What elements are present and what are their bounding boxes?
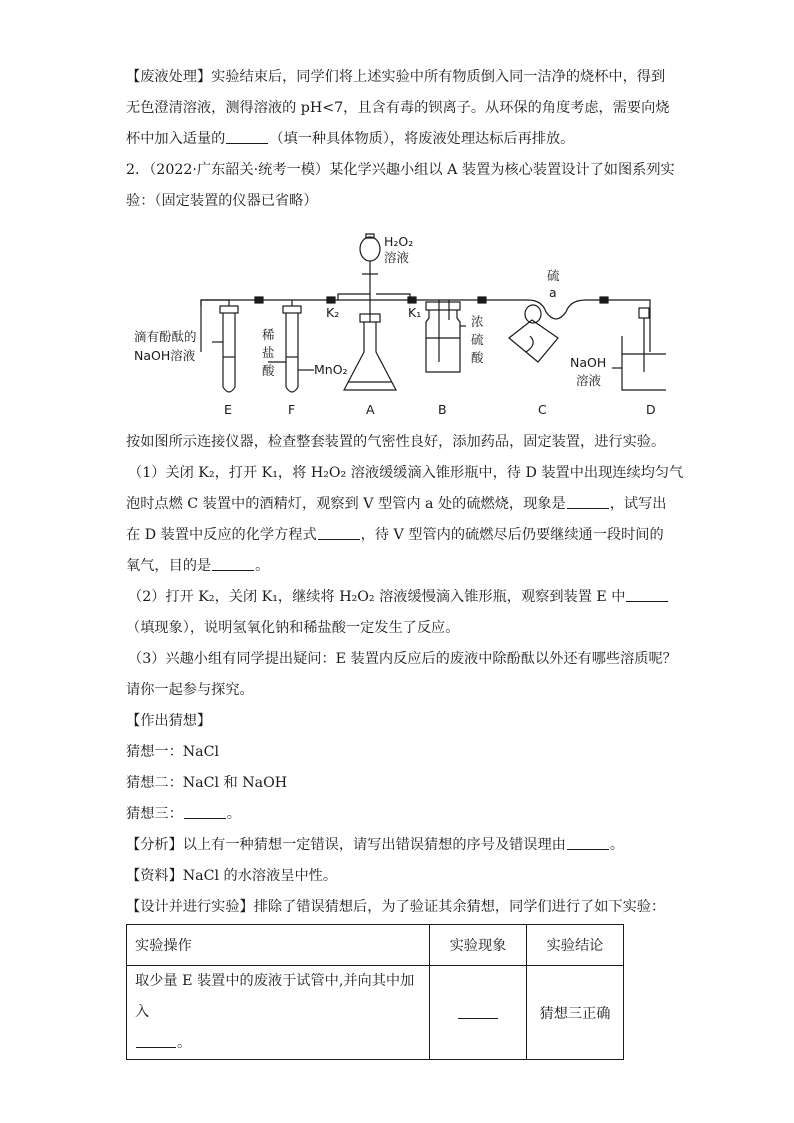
header-conclusion: 实验结论	[527, 925, 624, 966]
step-3-line-2: 请你一起参与探究。	[126, 682, 254, 698]
step-2-line-2: （填现象），说明氢氧化钠和稀盐酸一定发生了反应。	[126, 620, 460, 636]
cell-operation-line-2	[135, 1028, 421, 1059]
step-1-line-2-pre: 泡时点燃 C 装置中的酒精灯，观察到 V 型管内 a 处的硫燃烧，现象是	[126, 496, 566, 512]
waste-line-3-pre: 杯中加入适量的	[126, 131, 226, 147]
design-line: 【设计并进行实验】排除了错误猜想后，为了验证其余猜想，同学们进行了如下实验：	[126, 899, 666, 915]
guess-heading: 【作出猜想】	[126, 713, 212, 729]
step-1-line-3	[126, 520, 666, 551]
answer-blank[interactable]	[136, 1033, 176, 1048]
step-1-line-4-pre: 氧气，目的是	[126, 558, 212, 574]
letter-d: D	[646, 402, 656, 417]
step-3-line-1: （3）兴趣小组有同学提出疑问：E 装置内反应后的废液中除酚酞以外还有哪些溶质呢？	[128, 651, 677, 667]
answer-blank[interactable]	[226, 129, 268, 144]
guess-3	[126, 799, 666, 830]
guess-3-pre: 猜想三：	[126, 806, 183, 822]
step-1-line-2	[126, 489, 666, 520]
answer-blank[interactable]	[318, 525, 360, 540]
waste-line-1: 【废液处理】实验结束后，同学们将上述实验中所有物质倒入同一洁净的烧杯中，得到	[126, 69, 666, 85]
answer-blank[interactable]	[458, 1004, 498, 1019]
question-page	[126, 62, 684, 923]
naoh-label-1: NaOH	[570, 355, 607, 370]
step-1-line-4-post: 。	[255, 558, 270, 574]
k1-label: K₁	[408, 305, 422, 320]
cell-operation-line-1: 取少量 E 装置中的废液于试管中,并向其中加入	[135, 973, 415, 1020]
cell-operation	[127, 966, 430, 1060]
table-row	[127, 966, 624, 1060]
guess-1: 猜想一：NaCl	[126, 744, 220, 760]
apparatus-figure	[126, 222, 666, 427]
answer-blank[interactable]	[212, 556, 254, 571]
guess-2: 猜想二：NaCl 和 NaOH	[126, 775, 288, 791]
guess-3-post: 。	[226, 806, 241, 822]
letter-e: E	[224, 402, 232, 417]
step-1-line-3-pre: 在 D 装置中反应的化学方程式	[126, 527, 317, 543]
letter-c: C	[538, 402, 547, 417]
step-1-line-2-post: ，试写出	[609, 496, 667, 512]
waste-line-3-post: （填一种具体物质），将废液处理达标后再排放。	[269, 131, 575, 147]
funnel	[360, 237, 380, 261]
analysis-pre: 【分析】以上有一种猜想一定错误，请写出错误猜想的序号及错误理由	[126, 837, 566, 853]
cell-conclusion: 猜想三正确	[527, 966, 624, 1060]
step-1-line-1: （1）关闭 K₂，打开 K₁，将 H₂O₂ 溶液缓缓滴入锥形瓶中，待 D 装置中出现连续均匀气	[128, 465, 684, 481]
h2o2-label-2: 溶液	[384, 250, 410, 265]
answer-blank[interactable]	[567, 494, 609, 509]
flask-a	[344, 320, 396, 390]
phenol-label-2: NaOH溶液	[134, 348, 196, 363]
bottle-b	[426, 308, 460, 372]
hcl-label-2: 盐	[262, 345, 275, 360]
step-2-line-1-text: （2）打开 K₂，关闭 K₁，继续将 H₂O₂ 溶液缓慢滴入锥形瓶，观察到装置 E 中	[128, 589, 626, 605]
answer-blank[interactable]	[567, 835, 609, 850]
h2o2-label: H₂O₂	[384, 234, 414, 249]
letter-b: B	[438, 402, 447, 417]
acid-label-3: 酸	[471, 350, 484, 365]
hcl-label-3: 酸	[262, 363, 275, 378]
cell-operation-end: 。	[177, 1035, 192, 1051]
tube-f	[286, 312, 298, 392]
mno2-label: MnO₂	[314, 362, 348, 377]
question-2-line-1: 2．（2022·广东韶关·统考一模）某化学兴趣小组以 A 装置为核心装置设计了如图系列实	[126, 162, 675, 178]
letter-a: A	[366, 402, 375, 417]
waste-line-2: 无色澄清溶液，测得溶液的 pH<7，且含有毒的钡离子。从环保的角度考虑，需要向烧	[126, 100, 670, 116]
apparatus-diagram	[126, 222, 666, 427]
naoh-label-2: 溶液	[576, 373, 602, 388]
step-1-line-3-post: ，待 V 型管内的硫燃尽后仍要继续通一段时间的	[360, 527, 664, 543]
table-header-row	[127, 925, 624, 966]
answer-blank[interactable]	[184, 804, 226, 819]
letter-f: F	[288, 402, 296, 417]
waste-line-3	[126, 124, 666, 155]
intro-line: 按如图所示连接仪器，检查整套装置的气密性良好，添加药品，固定装置，进行实验。	[126, 434, 666, 450]
info-line: 【资料】NaCl 的水溶液呈中性。	[126, 868, 338, 884]
header-operation: 实验操作	[127, 925, 430, 966]
sulfur-label: 硫	[547, 268, 560, 283]
analysis-post: 。	[609, 837, 625, 853]
header-phenomenon: 实验现象	[430, 925, 527, 966]
experiment-table	[126, 924, 624, 1060]
acid-label-1: 浓	[471, 314, 484, 329]
cell-phenomenon	[430, 966, 527, 1060]
step-2-line-1	[126, 582, 666, 613]
question-2-line-2: 验：（固定装置的仪器已省略）	[126, 193, 318, 209]
tube-e	[223, 312, 235, 392]
k2-label: K₂	[326, 305, 340, 320]
phenol-label-1: 滴有酚酞的	[134, 329, 197, 344]
a-label: a	[549, 285, 557, 300]
hcl-label-1: 稀	[262, 327, 275, 342]
answer-blank[interactable]	[626, 587, 668, 602]
step-1-line-4	[126, 551, 666, 582]
acid-label-2: 硫	[471, 332, 484, 347]
analysis-line	[126, 830, 666, 861]
pipe-left	[201, 300, 371, 306]
